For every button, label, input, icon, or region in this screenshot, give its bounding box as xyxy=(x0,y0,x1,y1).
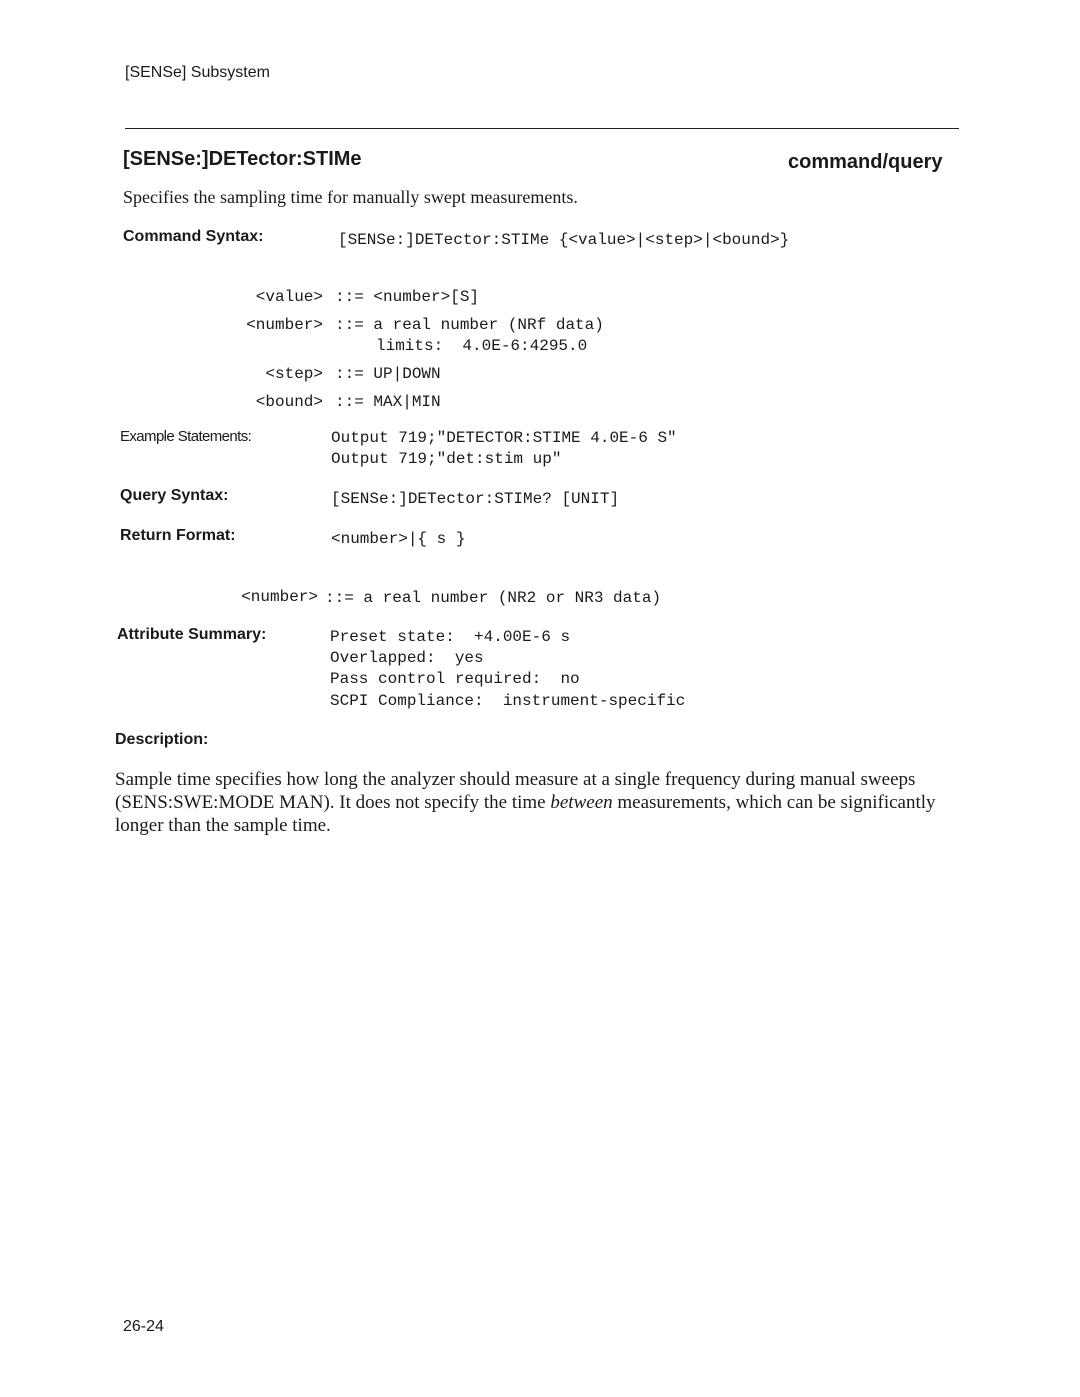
def-value: ::= a real number (NRf data) xyxy=(335,316,604,334)
command-type: command/query xyxy=(788,151,943,173)
return-format-label: Return Format: xyxy=(120,527,236,544)
description-text: measurements, which can be significantly longer than the sample time. xyxy=(115,792,936,836)
page-number: 26-24 xyxy=(123,1318,164,1335)
def-value: ::= <number>[S] xyxy=(335,288,480,306)
description-label: Description: xyxy=(115,731,209,748)
attribute-line: Pass control required: no xyxy=(330,670,580,688)
return-def-term: <number> xyxy=(241,588,318,606)
return-format-value: <number>|{ s } xyxy=(331,530,466,548)
query-syntax-value: [SENSe:]DETector:STIMe? [UNIT] xyxy=(331,490,620,508)
command-summary: Specifies the sampling time for manually swept measurements. xyxy=(123,187,578,207)
def-value: limits: 4.0E-6:4295.0 xyxy=(376,337,588,355)
def-term: <value> xyxy=(255,288,323,306)
def-value: ::= UP|DOWN xyxy=(335,365,441,383)
description-emphasis: between xyxy=(550,792,613,813)
attribute-summary-label: Attribute Summary: xyxy=(117,626,267,643)
header-rule xyxy=(125,128,959,129)
def-term: <number> xyxy=(246,316,323,334)
example-line: Output 719;"DETECTOR:STIME 4.0E-6 S" xyxy=(331,429,677,447)
attribute-line: SCPI Compliance: instrument-specific xyxy=(330,692,686,710)
description-text: Sample time specifies how long the analyzer should measure at a single frequency during manual sweeps (SENS:SWE:MODE MAN). It does not specify the time xyxy=(115,769,916,813)
command-title: [SENSe:]DETector:STIMe xyxy=(123,148,362,170)
command-syntax-label: Command Syntax: xyxy=(123,228,264,245)
query-syntax-label: Query Syntax: xyxy=(120,487,229,504)
running-head: [SENSe] Subsystem xyxy=(125,64,270,81)
description-paragraph xyxy=(115,768,965,837)
return-def-value: ::= a real number (NR2 or NR3 data) xyxy=(325,589,662,607)
command-syntax-value: [SENSe:]DETector:STIMe {<value>|<step>|<bound>} xyxy=(338,231,790,249)
def-term: <bound> xyxy=(255,393,323,411)
def-value: ::= MAX|MIN xyxy=(335,393,441,411)
attribute-line: Preset state: +4.00E-6 s xyxy=(330,628,571,646)
def-term: <step> xyxy=(265,365,323,383)
example-line: Output 719;"det:stim up" xyxy=(331,450,562,468)
attribute-line: Overlapped: yes xyxy=(330,649,484,667)
examples-label: Example Statements: xyxy=(120,428,252,445)
